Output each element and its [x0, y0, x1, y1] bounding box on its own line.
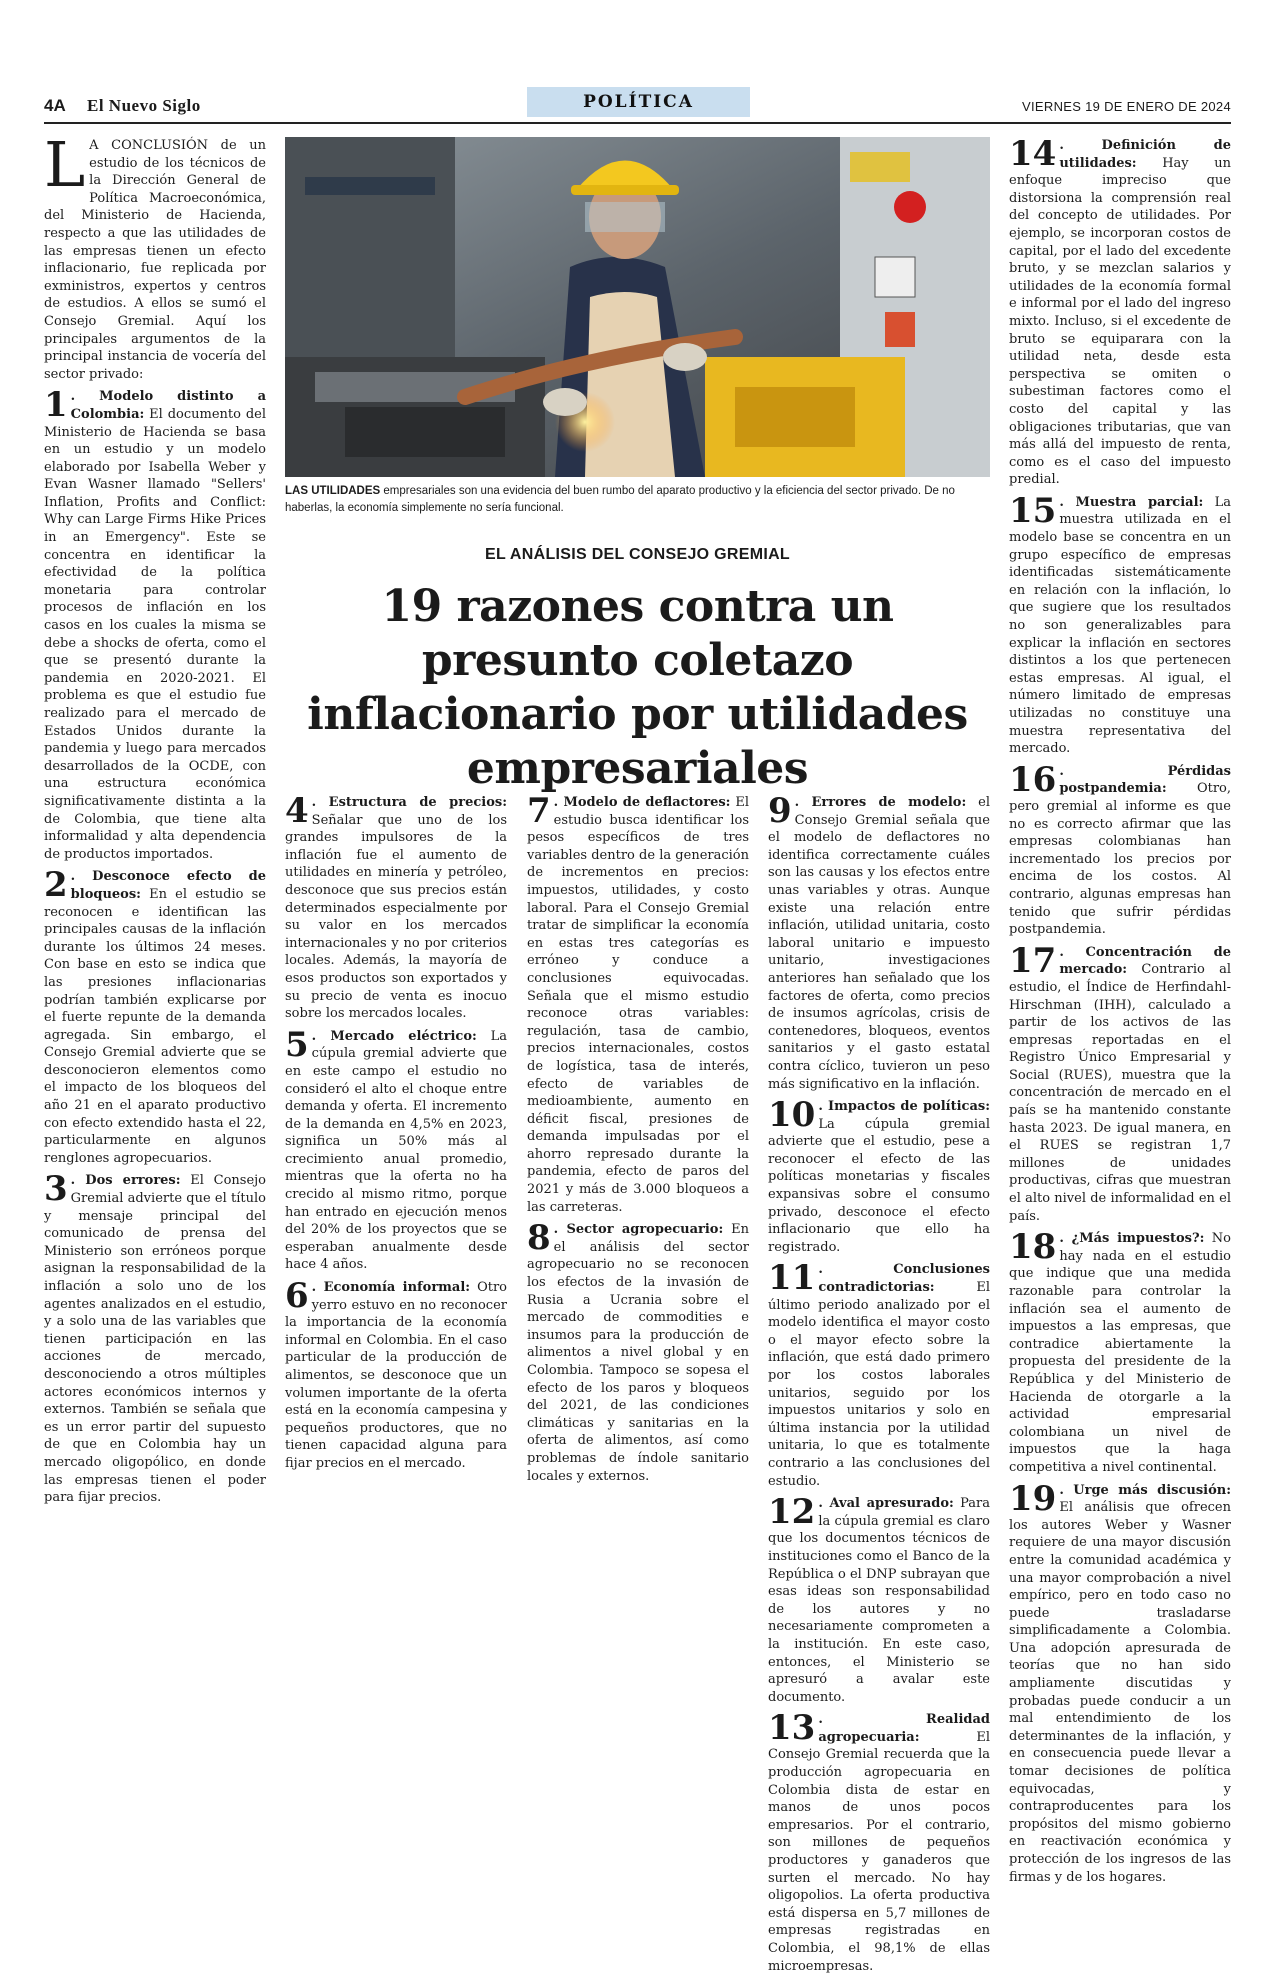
column-5: [1009, 134, 1232, 1885]
column-1: [44, 128, 267, 1627]
point-2: 2 . Desconoce efecto de bloqueos: En el estudio se reconocen e identifican las principales causas de la inflación durante los últimos 24 meses. Con base en esto se indica que las presiones inflacionarias podrían también explicarse por el fuerte repunte de la demanda agregada. Sin embargo, el Consejo Gremial advierte que se desconocieron elementos como el impacto de los bloqueos del año 21 en el aparato productivo con efecto extendido hasta el 22, particularmente en algunos renglones agropecuarios.: [44, 865, 266, 1166]
caption-text: empresariales son una evidencia del buen rumbo del aparato productivo y la eficiencia del sector privado. De no haberlas, la economía simplemente no sería funcional.: [285, 485, 955, 514]
caption-lead: LAS UTILIDADES: [285, 485, 381, 497]
page-number: 4A: [44, 96, 66, 115]
point-16: 16 . Pérdidas postpandemia: Otro, pero gremial al informe es que no es correcto afirmar que las empresas colombianas han incrementado los precios por encima de los costos. Al contrario, algunas empresas han tenido que sufrir pérdidas postpandemia.: [1009, 759, 1231, 938]
point-17: 17 . Concentración de mercado: Contrario al estudio, el Índice de Herfindahl-Hirschman (IHH), calculado a partir de los activos de las empresas reportadas en el Registro Único Empresarial y Social (RUES), muestra que la concentración de mercado en el país se ha mantenido constante hasta 2023. De igual manera, en el RUES se registran 1,7 millones de unidades productivas, cifras que muestran el alto nivel de informalidad en el país.: [1009, 940, 1231, 1224]
point-10: 10 . Impactos de políticas: La cúpula gremial advierte que el estudio, pese a reconocer el efecto de las políticas monetarias y fiscales expansivas sobre el consumo privado, desconoce el efecto inflacionario que ello ha registrado.: [768, 1095, 990, 1255]
headline: 19 razones contra un presunto coletazo inflacionario por utilidades empresariales: [307, 581, 968, 794]
section-label: POLÍTICA: [527, 87, 750, 117]
point-19: 19 . Urge más discusión: El análisis que ofrecen los autores Weber y Wasner requiere de una mayor discusión entre la comunidad académica y una mayor comprobación a nivel empírico, pero en todo caso no puede trasladarse simplificadamente a Colombia. Una adopción apresurada de teorías que no han sido ampliamente discutidas y probadas puede conducir a un mal entendimiento de los determinantes de la inflación, y en consecuencia puede llevar a tomar decisiones de política equivocadas, y contraproducentes para los propósitos del mismo gobierno en reactivación económica y protección de los ingresos de las firmas y de los hogares.: [1009, 1478, 1231, 1885]
article-photo: [285, 137, 990, 477]
masthead: El Nuevo Siglo: [87, 96, 201, 115]
drop-cap: L: [44, 128, 86, 201]
point-3: 3 . Dos errores: El Consejo Gremial advierte que el título y mensaje principal del comunicado de prensa del Ministerio son erróneos porque asignan la responsabilidad de la inflación a solo uno de los agentes analizados en el estudio, y a solo una de las variables que tienen participación en las acciones de mercado, desconociendo a otros múltiples actores económicos internos y externos. También se señala que es un error partir del supuesto de que en Colombia hay un mercado oligopólico, en donde las empresas tienen el poder para fijar precios.: [44, 1169, 267, 1506]
point-5: 5 . Mercado eléctrico: La cúpula gremial advierte que en este campo el estudio no consideró el alto el choque entre demanda y oferta. El incremento de la demanda en 4,5% en 2023, significa un 50% más al crecimiento anual promedio, mientras que la oferta no ha crecido al mismo ritmo, porque han entrado en ejecución menos del 20% de los proyectos que se esperaban anualmente desde hace 4 años.: [285, 1024, 508, 1273]
photo-caption: [285, 483, 990, 517]
point-4: 4 . Estructura de precios: Señalar que uno de los grandes impulsores de la inflación fue el aumento de utilidades en minería y petróleo, desconoce que sus precios están determinados especialmente por su valor en los mercados internacionales y no por criterios locales. Además, la mayoría de esos productos son exportados y su precio de venta es inocuo sobre los mercados locales.: [285, 791, 507, 1022]
kicker: EL ANÁLISIS DEL CONSEJO GREMIAL: [484, 546, 791, 563]
point-6: 6 . Economía informal: Otro yerro estuvo en no reconocer la importancia de la economía informal en Colombia. En el caso particular de la producción de alimentos, se desconoce que un volumen importante de la oferta está en la economía campesina y pequeños productores, que no tienen capacidad alguna para fijar precios en el mercado.: [285, 1276, 507, 1471]
point-11: 11 . Conclusiones contradictorias: El último periodo analizado por el modelo identifica el mayor costo o el mayor efecto sobre la inflación, que está dado primero por los costos laborales unitarios, seguido por los impuestos unitarios y solo en última instancia por la utilidad unitaria, lo que es totalmente contrario a las conclusiones del estudio.: [768, 1258, 990, 1489]
point-12: 12 . Aval apresurado: Para la cúpula gremial es claro que los documentos técnicos de instituciones como el Banco de la República o el DNP subrayan que esas ideas son responsabilidad de los autores y no necesariamente comprometen a la institución. En este caso, entonces, el Ministerio se apresuró a avalar este documento.: [768, 1492, 990, 1705]
point-13: 13 . Realidad agropecuaria: El Consejo Gremial recuerda que la producción agropecuaria en Colombia dista de estar en manos de unos pocos empresarios. Por el contrario, son millones de pequeños productores y ganaderos que surten el mercado. No hay oligopolios. La oferta productiva está dispersa en 5,7 millones de empresas registradas en Colombia, el 98,1% de ellas microempresas.: [768, 1708, 990, 1974]
publication-date: VIERNES 19 DE ENERO DE 2024: [1022, 99, 1231, 114]
column-3: [527, 791, 750, 1627]
header-rule: [44, 122, 1231, 124]
point-1: 1 . Modelo distinto a Colombia: El documento del Ministerio de Hacienda se basa en un estudio y un modelo elaborado por Isabella Weber y Evan Wasner llamado "Sellers' Inflation, Profits and Conflict: Why can Large Firms Hike Prices in an Emergency". Este se concentra en identificar la efectividad de la política monetaria para controlar procesos de inflación en los casos en los cuales la misma se debe a shocks de oferta, como el que se presentó durante la pandemia en 2020-2021. El problema es que el estudio fue realizado para el mercado de Estados Unidos durante la pandemia y luego para mercados desarrollados de la OCDE, con una estructura económica significativamente distinta a la de Colombia, que tiene alta informalidad y alta dependencia de productos importados.: [44, 385, 266, 862]
point-9: 9 . Errores de modelo: el Consejo Gremial señala que el modelo de deflactores no identifica correctamente cuáles son las causas y los efectos entre unas variables y otras. Aunque existe una relación entre inflación, utilidad unitaria, costo laboral unitario e impuesto unitario, investigaciones anteriores han señalado que los factores de oferta, como precios de insumos agrícolas, crisis de contenedores, bloqueos, eventos sanitarios y el gasto estatal contra cíclico, tuvieron un peso más significativo en la inflación.: [768, 791, 990, 1092]
column-2: [285, 791, 508, 1627]
point-7: 7 . Modelo de deflactores: El estudio busca identificar los pesos específicos de tres variables dentro de la generación de incrementos en precios: impuestos, utilidades, y costo laboral. Para el Consejo Gremial tratar de simplificar la economía en estas tres categorías es erróneo y conduce a conclusiones equivocadas. Señala que el mismo estudio reconoce otras variables: regulación, tasa de cambio, precios internacionales, costos de logística, tasa de interés, efecto de variables de medioambiente, aumento en déficit fiscal, presiones de demanda impulsadas por el ahorro represado durante la pandemia, efecto de paros del 2021 y más de 3.000 bloqueos a las carreteras.: [527, 791, 750, 1215]
column-4: [768, 791, 990, 1974]
intro-paragraph: L A CONCLUSIÓN de un estudio de los técnicos de la Dirección General de Política Macroeconómica, del Ministerio de Hacienda, respecto a que las utilidades de las empresas tienen un efecto inflacionario, fue replicada por exministros, expertos y centros de estudios. A ellos se sumó el Consejo Gremial. Aquí los principales argumentos de la principal instancia de vocería del sector privado:: [44, 128, 266, 382]
point-18: 18 . ¿Más impuestos?: No hay nada en el estudio que indique que una medida razonable para controlar la inflación sea el aumento de impuestos a las empresas, que contradice abiertamente la propuesta del presidente de la República y del Ministerio de Hacienda de otorgarle a la actividad empresarial colombiana un nivel de impuestos que la haga competitiva a nivel continental.: [1009, 1227, 1231, 1475]
point-15: 15 . Muestra parcial: La muestra utilizada en el modelo base se concentra en un grupo específico de empresas identificadas sistemáticamente en relación con la inflación, lo que sugiere que los resultados no son generalizables para explicar la inflación en sectores distintos a los que pertenecen estas empresas. Al igual, el número limitado de empresas utilizadas no constituye una muestra representativa del mercado.: [1009, 490, 1232, 757]
point-14: 14 . Definición de utilidades: Hay un enfoque impreciso que distorsiona la comprensión real del concepto de utilidades. Por ejemplo, se incorporan costos de capital, por el lado del excedente bruto, y se mezclan salarios y utilidades de la economía formal e informal por el lado del ingreso mixto. Incluso, si el excedente de bruto se equiparara con la utilidad neta, desde esta perspectiva se omiten o subestiman factores como el costo del capital y las obligaciones tributarias, que van más allá del impuesto de renta, como es el caso del impuesto predial.: [1009, 134, 1231, 488]
point-8: 8 . Sector agropecuario: En el análisis del sector agropecuario no se reconocen los efectos de la invasión de Rusia a Ucrania sobre el mercado de commodities e insumos para la producción de alimentos a nivel global y en Colombia. Tampoco se sopesa el efecto de los paros y bloqueos del 2021, de las condiciones climáticas y sanitarias en la oferta de alimentos, así como problemas de índole sanitario locales y externos.: [527, 1218, 749, 1484]
